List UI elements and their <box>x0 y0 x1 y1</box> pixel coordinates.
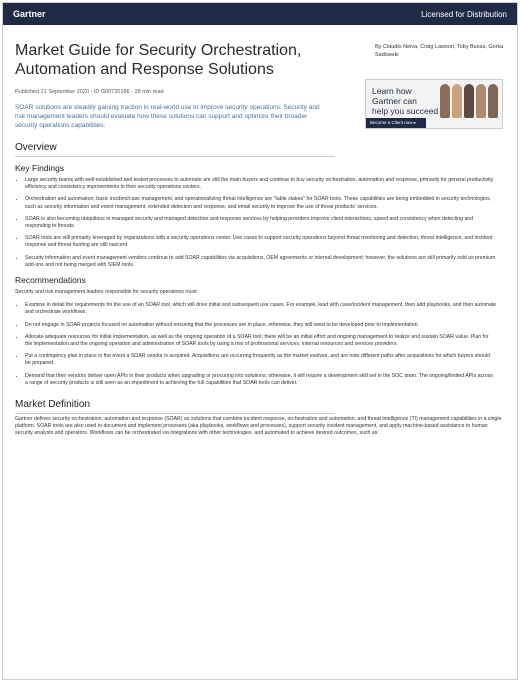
list-item: • Do not engage in SOAR projects focused on automation without ensuring that the processes are in place, otherwise, they will need to be developed prior to implementation. <box>25 322 505 329</box>
ad-line-1: Learn how <box>372 86 412 96</box>
recommendations-heading: Recommendations <box>15 275 86 286</box>
person-figure <box>476 84 486 118</box>
top-bar <box>3 3 517 25</box>
list-item: • Large security teams with well-established and tested processes to automate are still the main buyers and continue to buy security orchestration, automation and response, primarily for general productivity efficiency and consistency improvements in their security operations centers. <box>25 177 505 191</box>
list-item: • SOAR is also becoming ubiquitous in managed security and managed detection and response services by helping providers improve client interactions, speed and consistency when detecting and responding to threats. <box>25 216 505 230</box>
key-findings-list <box>15 177 505 269</box>
recommendations-intro: Security and risk management leaders responsible for security operations must: <box>15 289 199 296</box>
client-ad-banner[interactable] <box>365 79 503 129</box>
page-title: Market Guide for Security Orchestration, Automation and Response Solutions <box>15 42 302 78</box>
authors[interactable]: By Claudio Neiva, Craig Lawson, Toby Bussa, Gorka Sadowski <box>375 44 504 58</box>
list-item: • Allocate adequate resources for initial implementation, as well as the ongoing operation of a SOAR tool; there will be an initial effort and ongoing management to realize and sustain SOAR value. Plan for the implementation and the ongoing operation and administration of SOAR tools by using a mix of professional services, internal resources and services providers. <box>25 334 505 348</box>
list-item: • Put a contingency plan in place in the event a SOAR vendor is acquired. Acquisitions are occurring frequently as the market evolves, and are note different paths after acquisitions for which buyers should be prepared. <box>25 353 505 367</box>
content <box>3 25 517 438</box>
list-item: • SOAR tools are still primarily leveraged by organizations with a security operations center. Use cases to support security operations beyond threat monitoring and detection, threat intelligence, and incident response and threat hunting are still nascent. <box>25 235 505 249</box>
list-item: • Examine in detail the requirements for the use of an SOAR tool, which will drive initial and subsequent use cases. For example, lead with case/incident management, then add playbooks, and then automate and orchestrate workflows. <box>25 302 505 316</box>
person-figure <box>488 84 498 118</box>
key-findings-heading: Key Findings <box>15 163 65 173</box>
publish-meta: Published 21 September 2020 - ID G00720186 - 28 min read <box>15 89 164 95</box>
list-item: • Orchestration and automation, basic incident/case management, and operationalizing threat intelligence are "table stakes" for SOAR tools. These capabilities are being embedded in security technologies, such as security information and event management, extended detection and response, and email security to improve the use of those products' services. <box>25 196 505 210</box>
person-figure <box>464 84 474 118</box>
become-client-button[interactable]: Become a Client now ▸ <box>366 118 426 128</box>
list-item: • Demand that their vendors deliver open APIs in their products when upgrading or procuring into solutions; otherwise, it will require a development skill set in the SOC team. The ongoing/limited APIs across a range of security products is still seen as an impediment to achieving the full capabilities that SOAR tools can deliver. <box>25 373 505 387</box>
section-market-definition-heading: Market Definition <box>15 399 335 414</box>
ad-line-3: help you succeed <box>372 106 439 116</box>
gartner-logo[interactable]: Gartner <box>13 9 46 19</box>
ad-line-2: Gartner can <box>372 96 417 106</box>
person-figure <box>452 84 462 118</box>
summary: SOAR solutions are steadily gaining traction in real-world use to improve security operations. Security and risk management leaders should evaluate how these solutions can support and optimize their broader security operations capabilities. <box>15 104 320 129</box>
list-item: • Security information and event management vendors continue to add SOAR capabilities via acquisitions, OEM agreements or internal development; however, the solutions are still primarily sold as premium add-ons and not being merged with SIEM tools. <box>25 255 505 269</box>
market-definition-text: Gartner defines security orchestration, automation and response (SOAR) as solutions that combine incident response, orchestration and automation, and threat intelligence (TI) management capabilities in a single platform. SOAR tools are also used to document and implement processes (aka playbooks, workflows and processes), support security incident management, and apply machine-based assistance to human security analysts and operators. Workflows can be orchestrated via integrations with other technologies, and automated to achieve desired outcomes, such as: <box>15 416 502 437</box>
person-figure <box>440 84 450 118</box>
ad-text <box>372 86 438 116</box>
section-overview-heading: Overview <box>15 142 335 157</box>
recommendations-list <box>15 302 505 387</box>
license-label: Licensed for Distribution <box>421 9 507 19</box>
people-photo <box>440 84 498 118</box>
document-page <box>2 2 518 680</box>
